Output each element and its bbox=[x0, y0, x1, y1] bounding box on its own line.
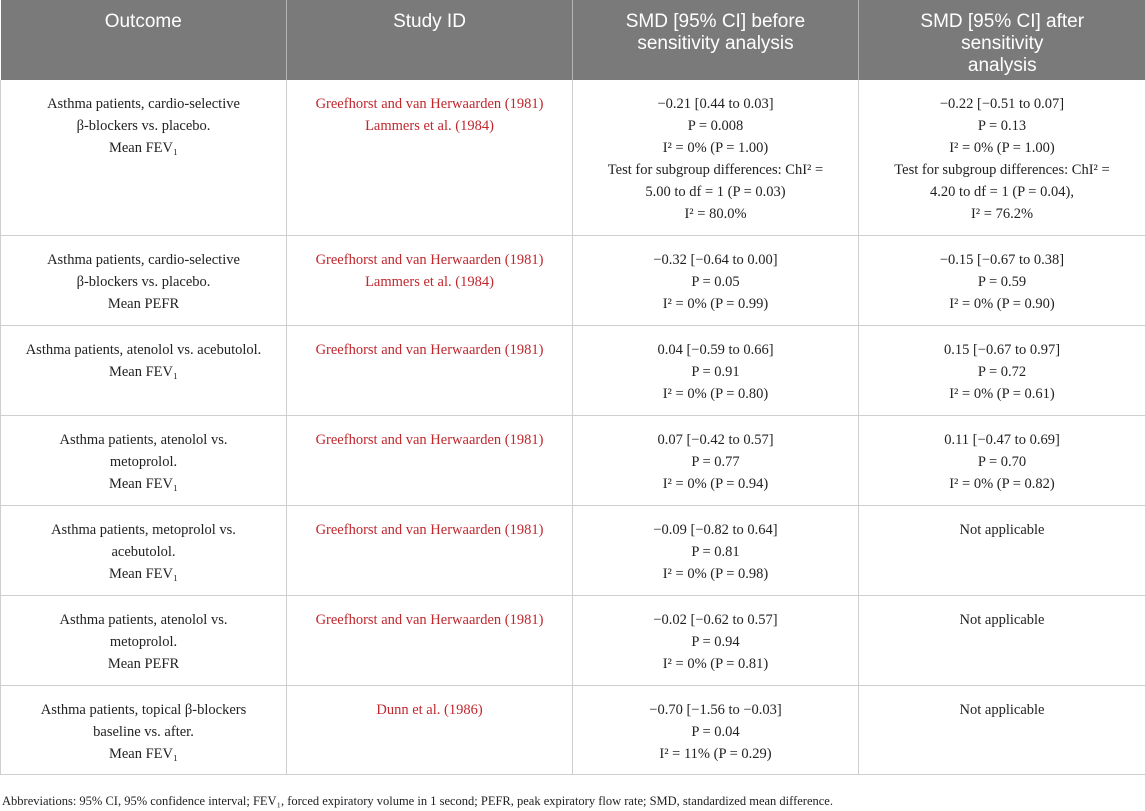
outcome-cell bbox=[1, 505, 287, 595]
outcome-cell bbox=[1, 325, 287, 415]
outcome-cell bbox=[1, 415, 287, 505]
header-line: sensitivity bbox=[961, 33, 1044, 54]
cell-line: −0.32 [−0.64 to 0.00] bbox=[653, 251, 778, 268]
cell-line: 0.04 [−0.59 to 0.66] bbox=[657, 341, 774, 358]
table-row bbox=[1, 325, 1145, 415]
cell-line: P = 0.91 bbox=[691, 363, 740, 380]
cell-line: I² = 0% (P = 0.81) bbox=[662, 655, 769, 672]
study-id-cell bbox=[287, 80, 573, 235]
study-id-cell bbox=[287, 325, 573, 415]
smd-before-cell bbox=[573, 235, 859, 325]
cell-line: Mean PEFR bbox=[107, 655, 180, 672]
cell-line: Asthma patients, topical β-blockers bbox=[40, 701, 247, 718]
table-row bbox=[1, 415, 1145, 505]
study-id-cell bbox=[287, 415, 573, 505]
table-row bbox=[1, 685, 1145, 774]
outcome-cell bbox=[1, 235, 287, 325]
cell-line: Test for subgroup differences: ChI² = bbox=[607, 162, 824, 178]
table-body bbox=[1, 80, 1145, 774]
cell-line: Asthma patients, atenolol vs. acebutolol. bbox=[25, 341, 262, 358]
table-row bbox=[1, 80, 1145, 235]
study-id-cell bbox=[287, 685, 573, 774]
cell-line: I² = 0% (P = 0.61) bbox=[949, 385, 1055, 402]
cell-line: I² = 0% (P = 0.99) bbox=[662, 295, 769, 312]
cell-line: 5.00 to df = 1 (P = 0.03) bbox=[645, 184, 786, 200]
study-link[interactable]: Lammers et al. (1984) bbox=[365, 118, 494, 134]
header-outcome bbox=[1, 0, 287, 80]
cell-line: −0.02 [−0.62 to 0.57] bbox=[653, 611, 778, 628]
outcome-cell bbox=[1, 80, 287, 235]
cell-line: −0.15 [−0.67 to 0.38] bbox=[939, 251, 1065, 268]
study-link[interactable]: Dunn et al. (1986) bbox=[376, 701, 483, 718]
table-row bbox=[1, 595, 1145, 685]
cell-line: 0.15 [−0.67 to 0.97] bbox=[943, 341, 1061, 358]
study-id-cell bbox=[287, 595, 573, 685]
cell-line: Mean FEV₁ bbox=[108, 363, 179, 380]
cell-line: I² = 0% (P = 1.00) bbox=[662, 140, 769, 156]
smd-after-cell bbox=[859, 685, 1145, 774]
smd-after-cell bbox=[859, 235, 1145, 325]
cell-line: Not applicable bbox=[959, 611, 1045, 628]
smd-before-cell bbox=[573, 505, 859, 595]
cell-line: Mean FEV₁ bbox=[108, 745, 179, 762]
cell-line: Not applicable bbox=[959, 521, 1045, 538]
cell-line: P = 0.59 bbox=[977, 273, 1027, 290]
smd-before-cell bbox=[573, 595, 859, 685]
smd-before-cell bbox=[573, 80, 859, 235]
cell-line: Not applicable bbox=[959, 701, 1045, 718]
table-row bbox=[1, 505, 1145, 595]
cell-line: Asthma patients, atenolol vs. bbox=[59, 431, 228, 448]
cell-line: P = 0.05 bbox=[691, 273, 740, 290]
cell-line: P = 0.13 bbox=[977, 118, 1027, 134]
cell-line: Asthma patients, metoprolol vs. bbox=[51, 521, 236, 538]
cell-line: −0.22 [−0.51 to 0.07] bbox=[939, 96, 1065, 112]
study-id-cell bbox=[287, 505, 573, 595]
cell-line: Asthma patients, cardio-selective bbox=[47, 96, 240, 112]
cell-line: Test for subgroup differences: ChI² = bbox=[894, 162, 1110, 178]
header-study-id bbox=[287, 0, 573, 80]
cell-line: 0.11 [−0.47 to 0.69] bbox=[944, 431, 1060, 448]
cell-line: −0.09 [−0.82 to 0.64] bbox=[653, 521, 778, 538]
smd-after-cell bbox=[859, 415, 1145, 505]
cell-line: 0.07 [−0.42 to 0.57] bbox=[657, 431, 774, 448]
outcome-cell bbox=[1, 595, 287, 685]
header-line: SMD [95% CI] before bbox=[625, 11, 806, 32]
cell-line: metoprolol. bbox=[109, 453, 178, 470]
cell-line: Mean FEV₁ bbox=[108, 475, 179, 492]
cell-line: I² = 80.0% bbox=[684, 206, 747, 222]
cell-line: β-blockers vs. placebo. bbox=[76, 118, 211, 134]
header-line: SMD [95% CI] after bbox=[920, 11, 1085, 32]
cell-line: Mean FEV₁ bbox=[108, 565, 179, 582]
smd-after-cell bbox=[859, 595, 1145, 685]
header-row bbox=[1, 0, 1145, 80]
study-link[interactable]: Lammers et al. (1984) bbox=[365, 273, 494, 290]
cell-line: P = 0.77 bbox=[691, 453, 740, 470]
cell-line: P = 0.008 bbox=[687, 118, 744, 134]
header-smd-before bbox=[573, 0, 859, 80]
cell-line: metoprolol. bbox=[109, 633, 178, 650]
cell-line: I² = 0% (P = 0.90) bbox=[949, 295, 1055, 312]
header-line: Outcome bbox=[104, 11, 182, 32]
header-line: sensitivity analysis bbox=[637, 33, 794, 54]
cell-line: −0.21 [0.44 to 0.03] bbox=[657, 96, 774, 112]
study-link[interactable]: Greefhorst and van Herwaarden (1981) bbox=[315, 431, 544, 448]
cell-line: P = 0.70 bbox=[977, 453, 1027, 470]
study-link[interactable]: Greefhorst and van Herwaarden (1981) bbox=[315, 341, 544, 358]
cell-line: 4.20 to df = 1 (P = 0.04), bbox=[930, 184, 1074, 200]
smd-after-cell bbox=[859, 505, 1145, 595]
smd-after-cell bbox=[859, 80, 1145, 235]
cell-line: I² = 0% (P = 1.00) bbox=[949, 140, 1055, 156]
cell-line: P = 0.04 bbox=[691, 723, 740, 740]
cell-line: Mean PEFR bbox=[107, 295, 180, 312]
header-line: analysis bbox=[967, 55, 1037, 76]
cell-line: I² = 0% (P = 0.98) bbox=[662, 565, 769, 582]
cell-line: P = 0.72 bbox=[977, 363, 1027, 380]
study-id-cell bbox=[287, 235, 573, 325]
header-smd-after bbox=[859, 0, 1145, 80]
smd-after-cell bbox=[859, 325, 1145, 415]
cell-line: acebutolol. bbox=[111, 543, 176, 560]
study-link[interactable]: Greefhorst and van Herwaarden (1981) bbox=[315, 611, 544, 628]
footnote: Abbreviations: 95% CI, 95% confidence interval; FEV₁, forced expiratory volume in 1 second; PEFR, peak expiratory flow rate; SMD, standardized mean difference. bbox=[2, 794, 833, 808]
header-line: Study ID bbox=[393, 11, 466, 32]
cell-line: β-blockers vs. placebo. bbox=[76, 273, 211, 290]
table-row bbox=[1, 235, 1145, 325]
cell-line: −0.70 [−1.56 to −0.03] bbox=[649, 701, 782, 718]
cell-line: I² = 0% (P = 0.94) bbox=[662, 475, 769, 492]
smd-before-cell bbox=[573, 685, 859, 774]
smd-before-cell bbox=[573, 325, 859, 415]
study-link[interactable]: Greefhorst and van Herwaarden (1981) bbox=[315, 96, 544, 112]
cell-line: Asthma patients, atenolol vs. bbox=[59, 611, 228, 628]
cell-line: I² = 11% (P = 0.29) bbox=[659, 745, 772, 762]
cell-line: I² = 0% (P = 0.80) bbox=[662, 385, 769, 402]
cell-line: Mean FEV₁ bbox=[108, 140, 179, 156]
smd-before-cell bbox=[573, 415, 859, 505]
cell-line: I² = 76.2% bbox=[970, 206, 1034, 222]
cell-line: P = 0.81 bbox=[691, 543, 740, 560]
cell-line: P = 0.94 bbox=[691, 633, 740, 650]
study-link[interactable]: Greefhorst and van Herwaarden (1981) bbox=[315, 251, 544, 268]
cell-line: baseline vs. after. bbox=[93, 723, 194, 740]
outcome-cell bbox=[1, 685, 287, 774]
cell-line: Asthma patients, cardio-selective bbox=[47, 251, 240, 268]
study-link[interactable]: Greefhorst and van Herwaarden (1981) bbox=[315, 521, 544, 538]
cell-line: I² = 0% (P = 0.82) bbox=[949, 475, 1055, 492]
